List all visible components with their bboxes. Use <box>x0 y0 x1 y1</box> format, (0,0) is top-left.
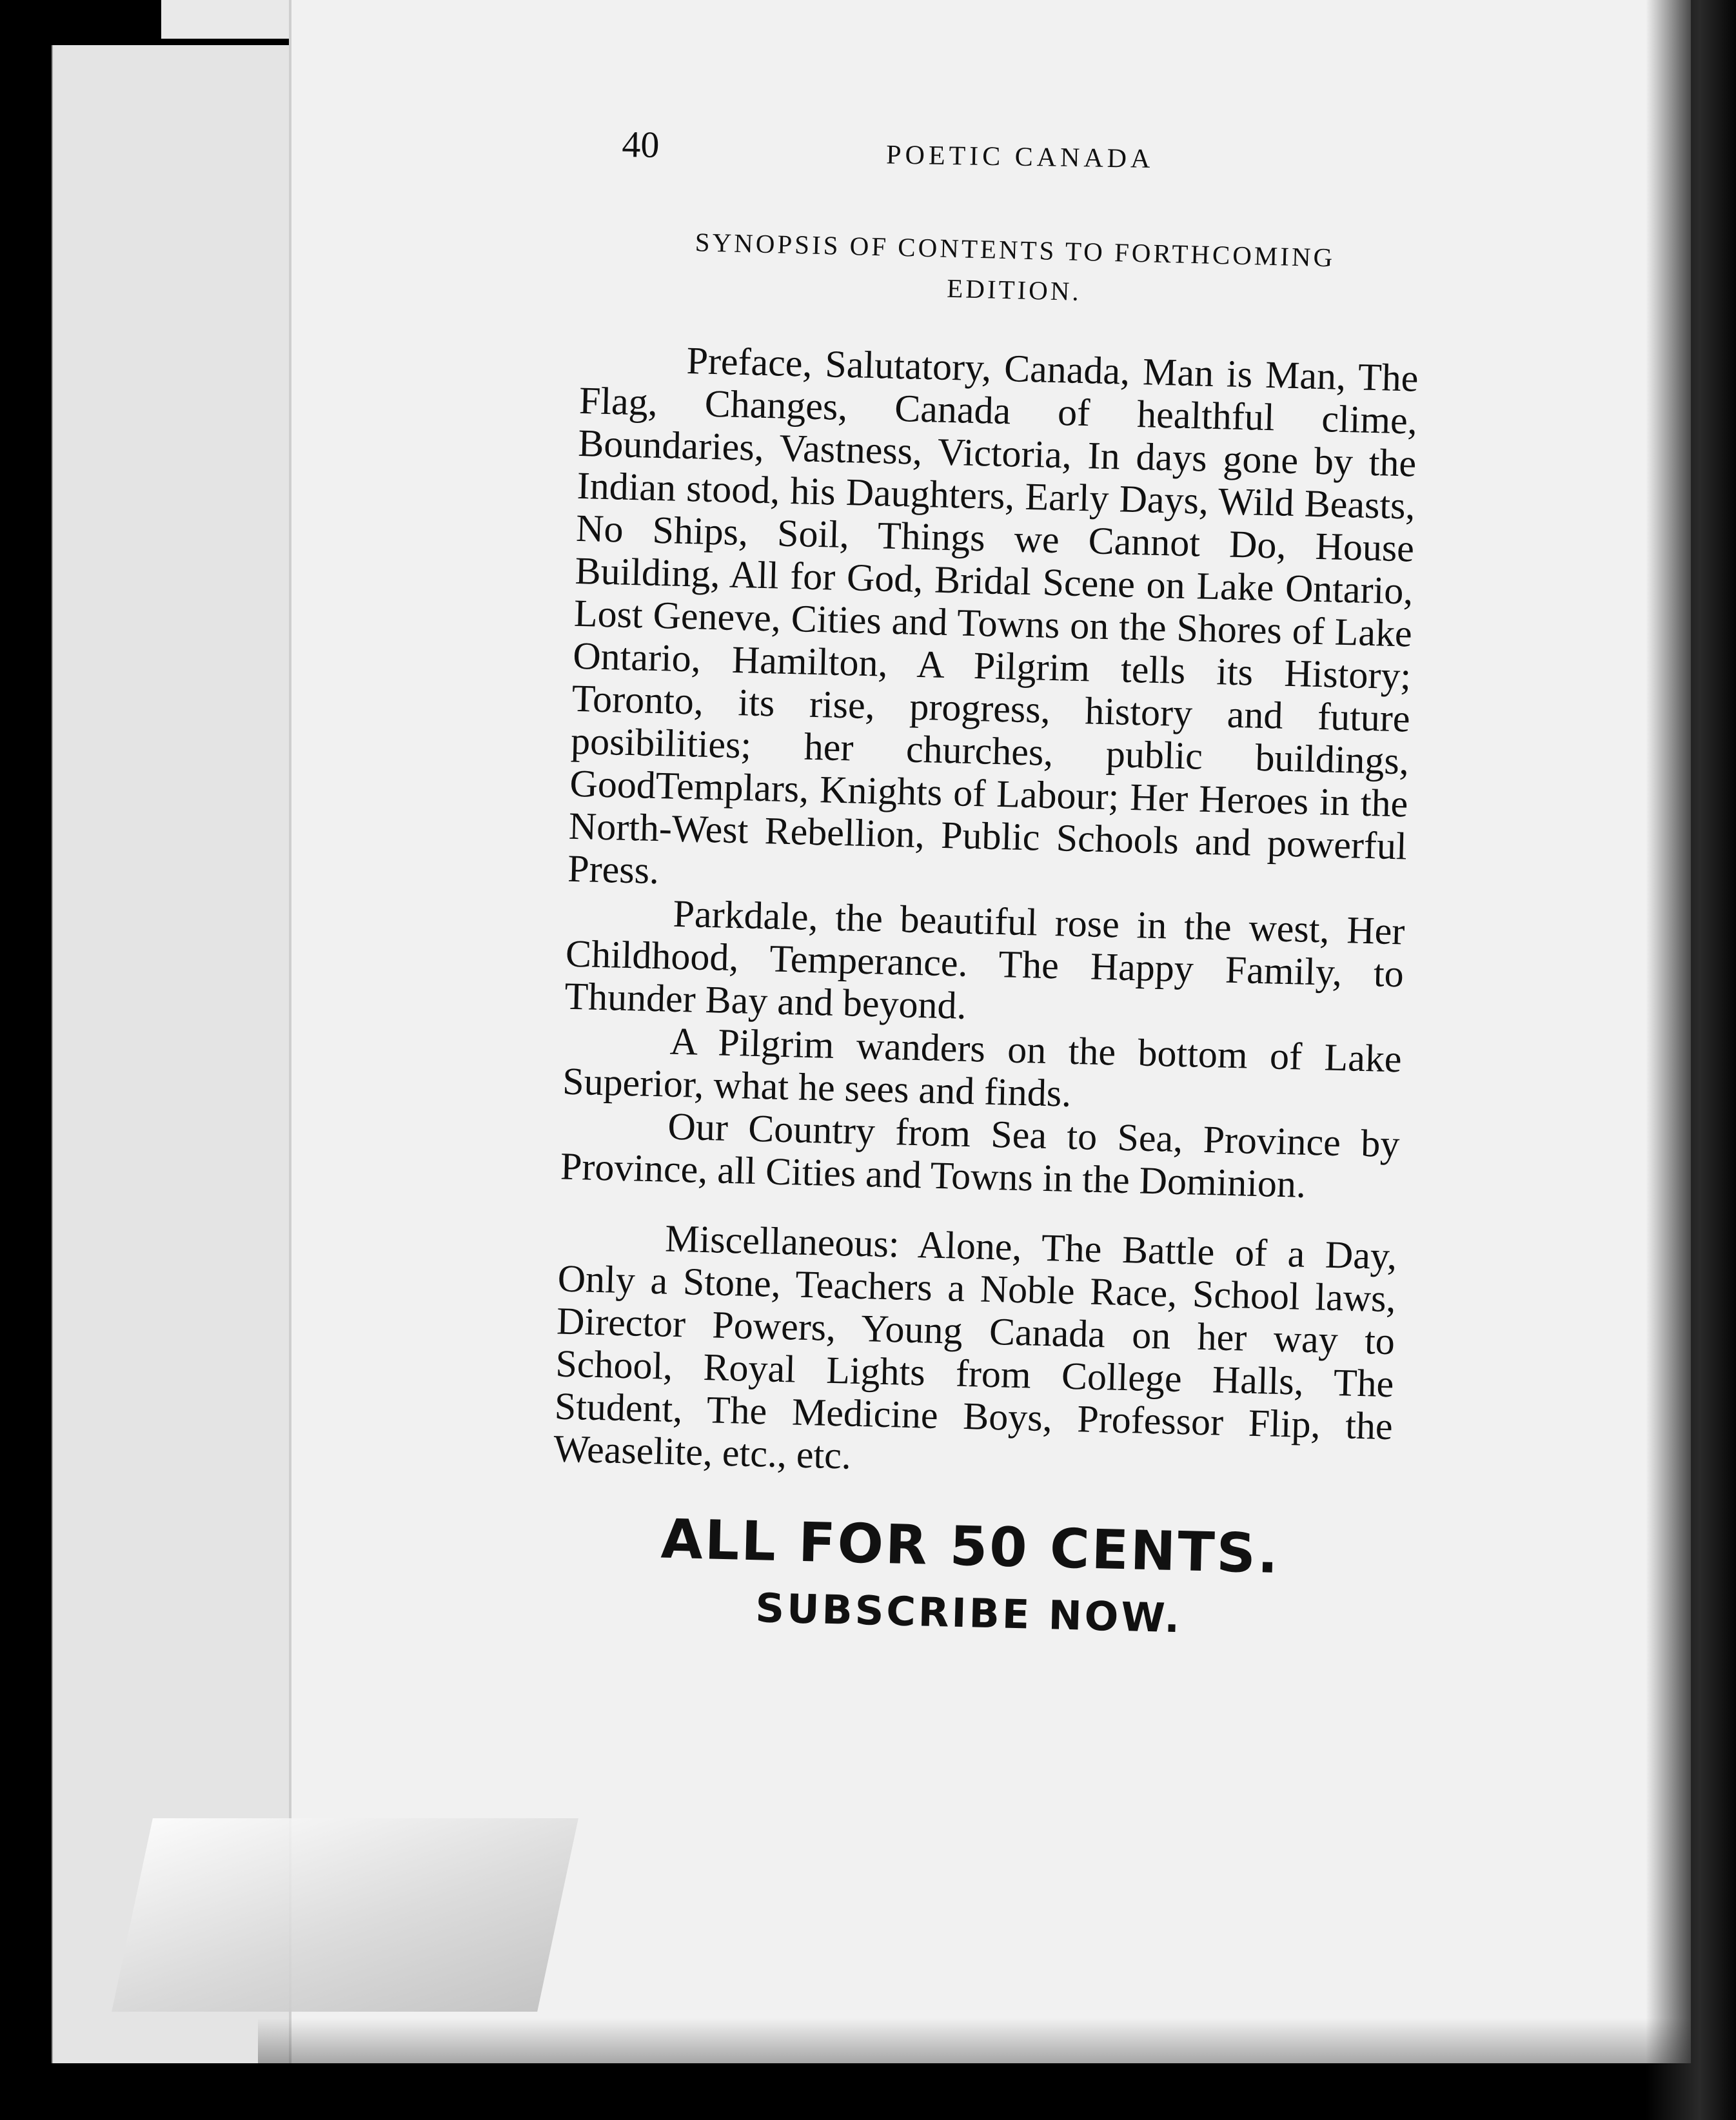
previous-page-edge <box>161 0 290 39</box>
back-leaf <box>52 45 310 2063</box>
right-edge-shadow <box>1646 0 1736 2120</box>
page-number: 40 <box>621 123 660 166</box>
folded-corner <box>112 1818 578 2012</box>
running-title: POETIC CANADA <box>885 140 1154 174</box>
page-content <box>549 219 1422 1647</box>
paragraph: A Pilgrim wanders on the bottom of Lake Superior, what he sees and finds. <box>562 1019 1403 1115</box>
subscribe-banner: SUBSCRIBE NOW. <box>755 1584 1183 1642</box>
page-header <box>622 123 1216 190</box>
paragraph: Parkdale, the beautiful rose in the west, Her Childhood, Temperance. The Happy Family, to Thunder Bay and beyond. <box>564 892 1406 1027</box>
section-heading: SYNOPSIS OF CONTENTS TO FORTHCOMING EDITION. <box>695 227 1336 306</box>
bottom-shadow <box>258 2018 1736 2070</box>
price-banner: ALL FOR 50 CENTS. <box>660 1507 1281 1585</box>
paragraph: Preface, Salutatory, Canada, Man is Man, The Flag, Changes, Canada of healthful clime, Boundaries, Vastness, Victoria, In days gone by the Indian stood, his Daughters, Early Days, Wild Beasts, No Ships, Soil, Things we Cannot Do, House Building, All for God, Bridal Scene on Lake Ontario, Lost Geneve, Cities and Towns on the Shores of Lake Ontario, Hamilton, A Pilgrim tells its History; Toronto, its rise, progress, history and future posibilities; her churches, public buildings, GoodTemplars, Knights of Labour; Her Heroes in the North-West Rebellion, Public Schools and powerful Press. <box>567 339 1419 892</box>
paragraph: Our Country from Sea to Sea, Province by Province, all Cities and Towns in the Dominion. <box>560 1104 1401 1206</box>
paragraph: Miscellaneous: Alone, The Battle of a Day, Only a Stone, Teachers a Noble Race, School laws, Director Powers, Young Canada on her way to School, Royal Lights from College Halls, The Student, The Medicine Boys, Professor Flip, the Weaselite, etc., etc. <box>553 1217 1397 1477</box>
